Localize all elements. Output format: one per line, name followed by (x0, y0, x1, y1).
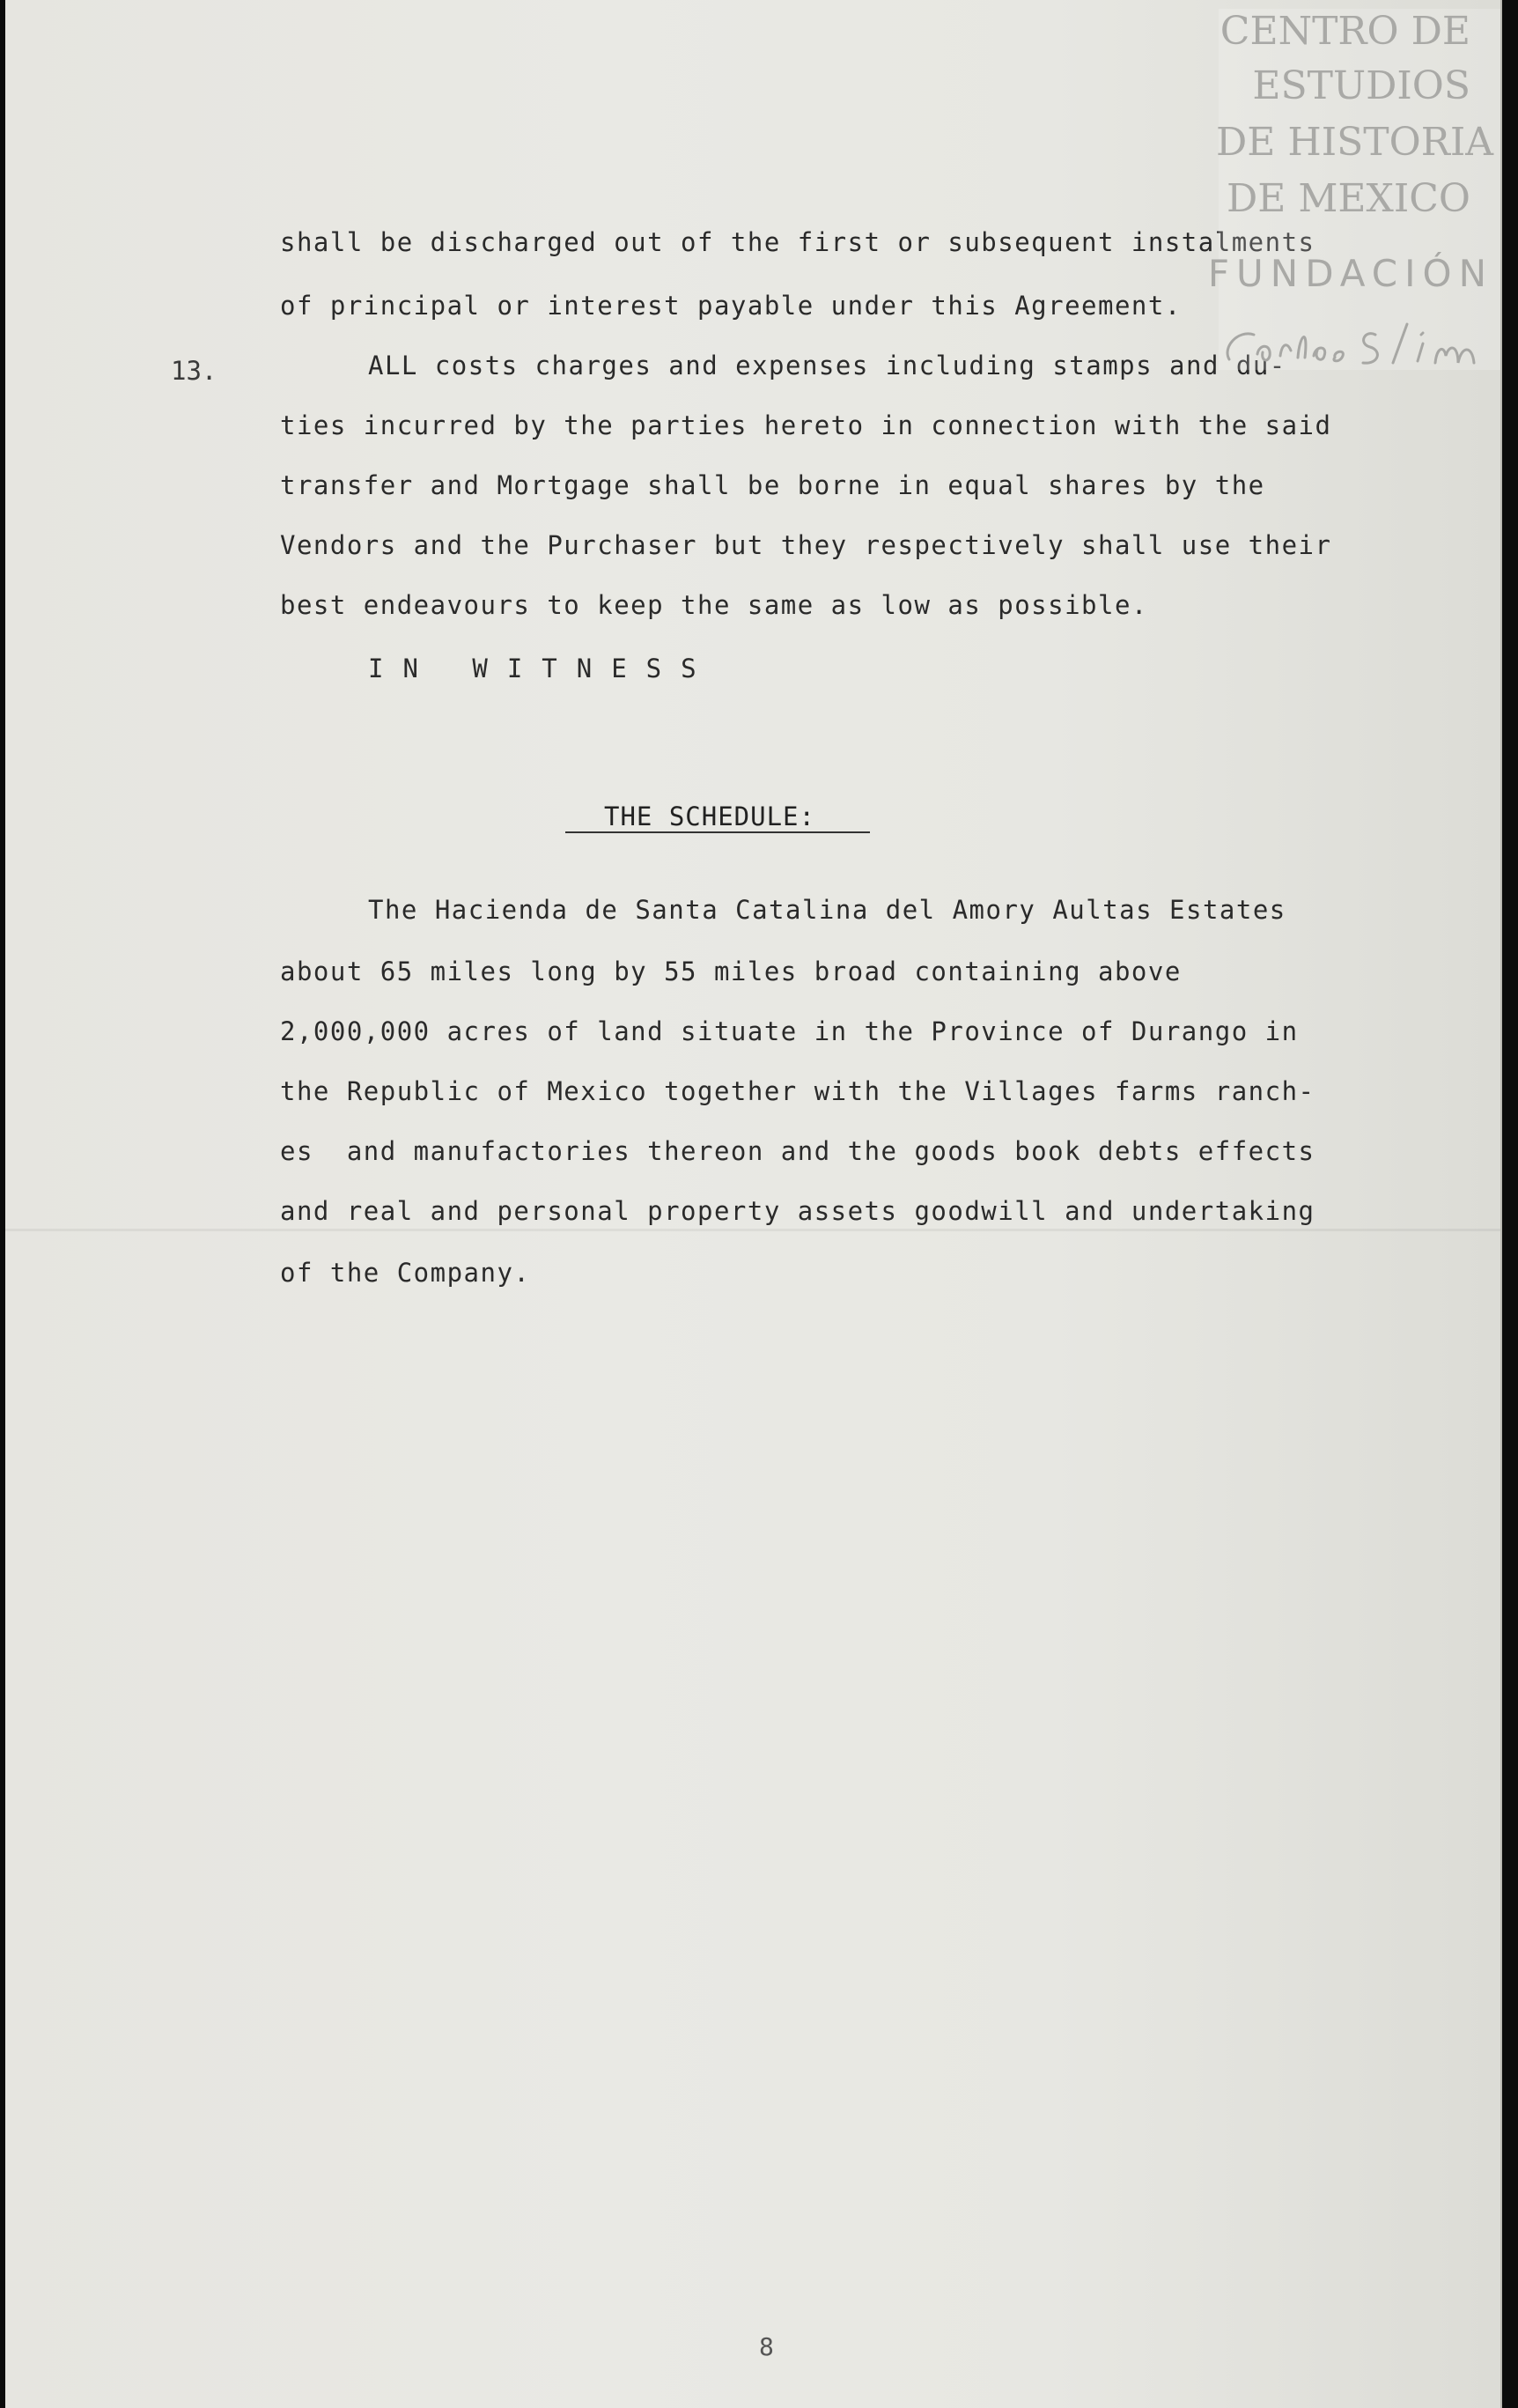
signature-watermark (1219, 317, 1500, 379)
clause-line: ties incurred by the parties hereto in connection with the said (280, 410, 1332, 440)
watermark-line: DE HISTORIA (1216, 120, 1493, 165)
schedule-line: about 65 miles long by 55 miles broad containing above (280, 957, 1182, 986)
watermark-foundation: FUNDACIÓN (1207, 252, 1493, 295)
page-number: 8 (759, 2332, 774, 2361)
clause-line: transfer and Mortgage shall be borne in equal shares by the (280, 470, 1265, 500)
schedule-line: of the Company. (280, 1258, 531, 1288)
schedule-line: 2,000,000 acres of land situate in the Province of Durango in (280, 1016, 1299, 1046)
schedule-line: The Hacienda de Santa Catalina del Amory Aultas Estates (368, 895, 1286, 925)
archive-watermark (1207, 9, 1500, 370)
clause-number: 13. (171, 356, 217, 386)
schedule-title: THE SCHEDULE: (604, 801, 815, 831)
schedule-underline (565, 831, 870, 833)
clause-line: of principal or interest payable under this Agreement. (280, 291, 1182, 321)
clause-line: shall be discharged out of the first or subsequent instalments (280, 227, 1315, 257)
watermark-line: ESTUDIOS (1252, 63, 1470, 108)
paper-fold (5, 1229, 1500, 1231)
clause-line: ALL costs charges and expenses including stamps and du- (368, 351, 1286, 380)
watermark-line: CENTRO DE (1220, 9, 1470, 54)
schedule-line: the Republic of Mexico together with the Villages farms ranch- (280, 1076, 1315, 1106)
schedule-line: es and manufactories thereon and the goods book debts effects (280, 1136, 1315, 1166)
clause-line: best endeavours to keep the same as low as possible. (280, 590, 1148, 620)
schedule-line: and real and personal property assets goodwill and undertaking (280, 1196, 1315, 1226)
watermark-line: DE MEXICO (1227, 176, 1470, 221)
clause-line: Vendors and the Purchaser but they respectively shall use their (280, 530, 1332, 560)
witness-heading: IN WITNESS (368, 654, 716, 683)
